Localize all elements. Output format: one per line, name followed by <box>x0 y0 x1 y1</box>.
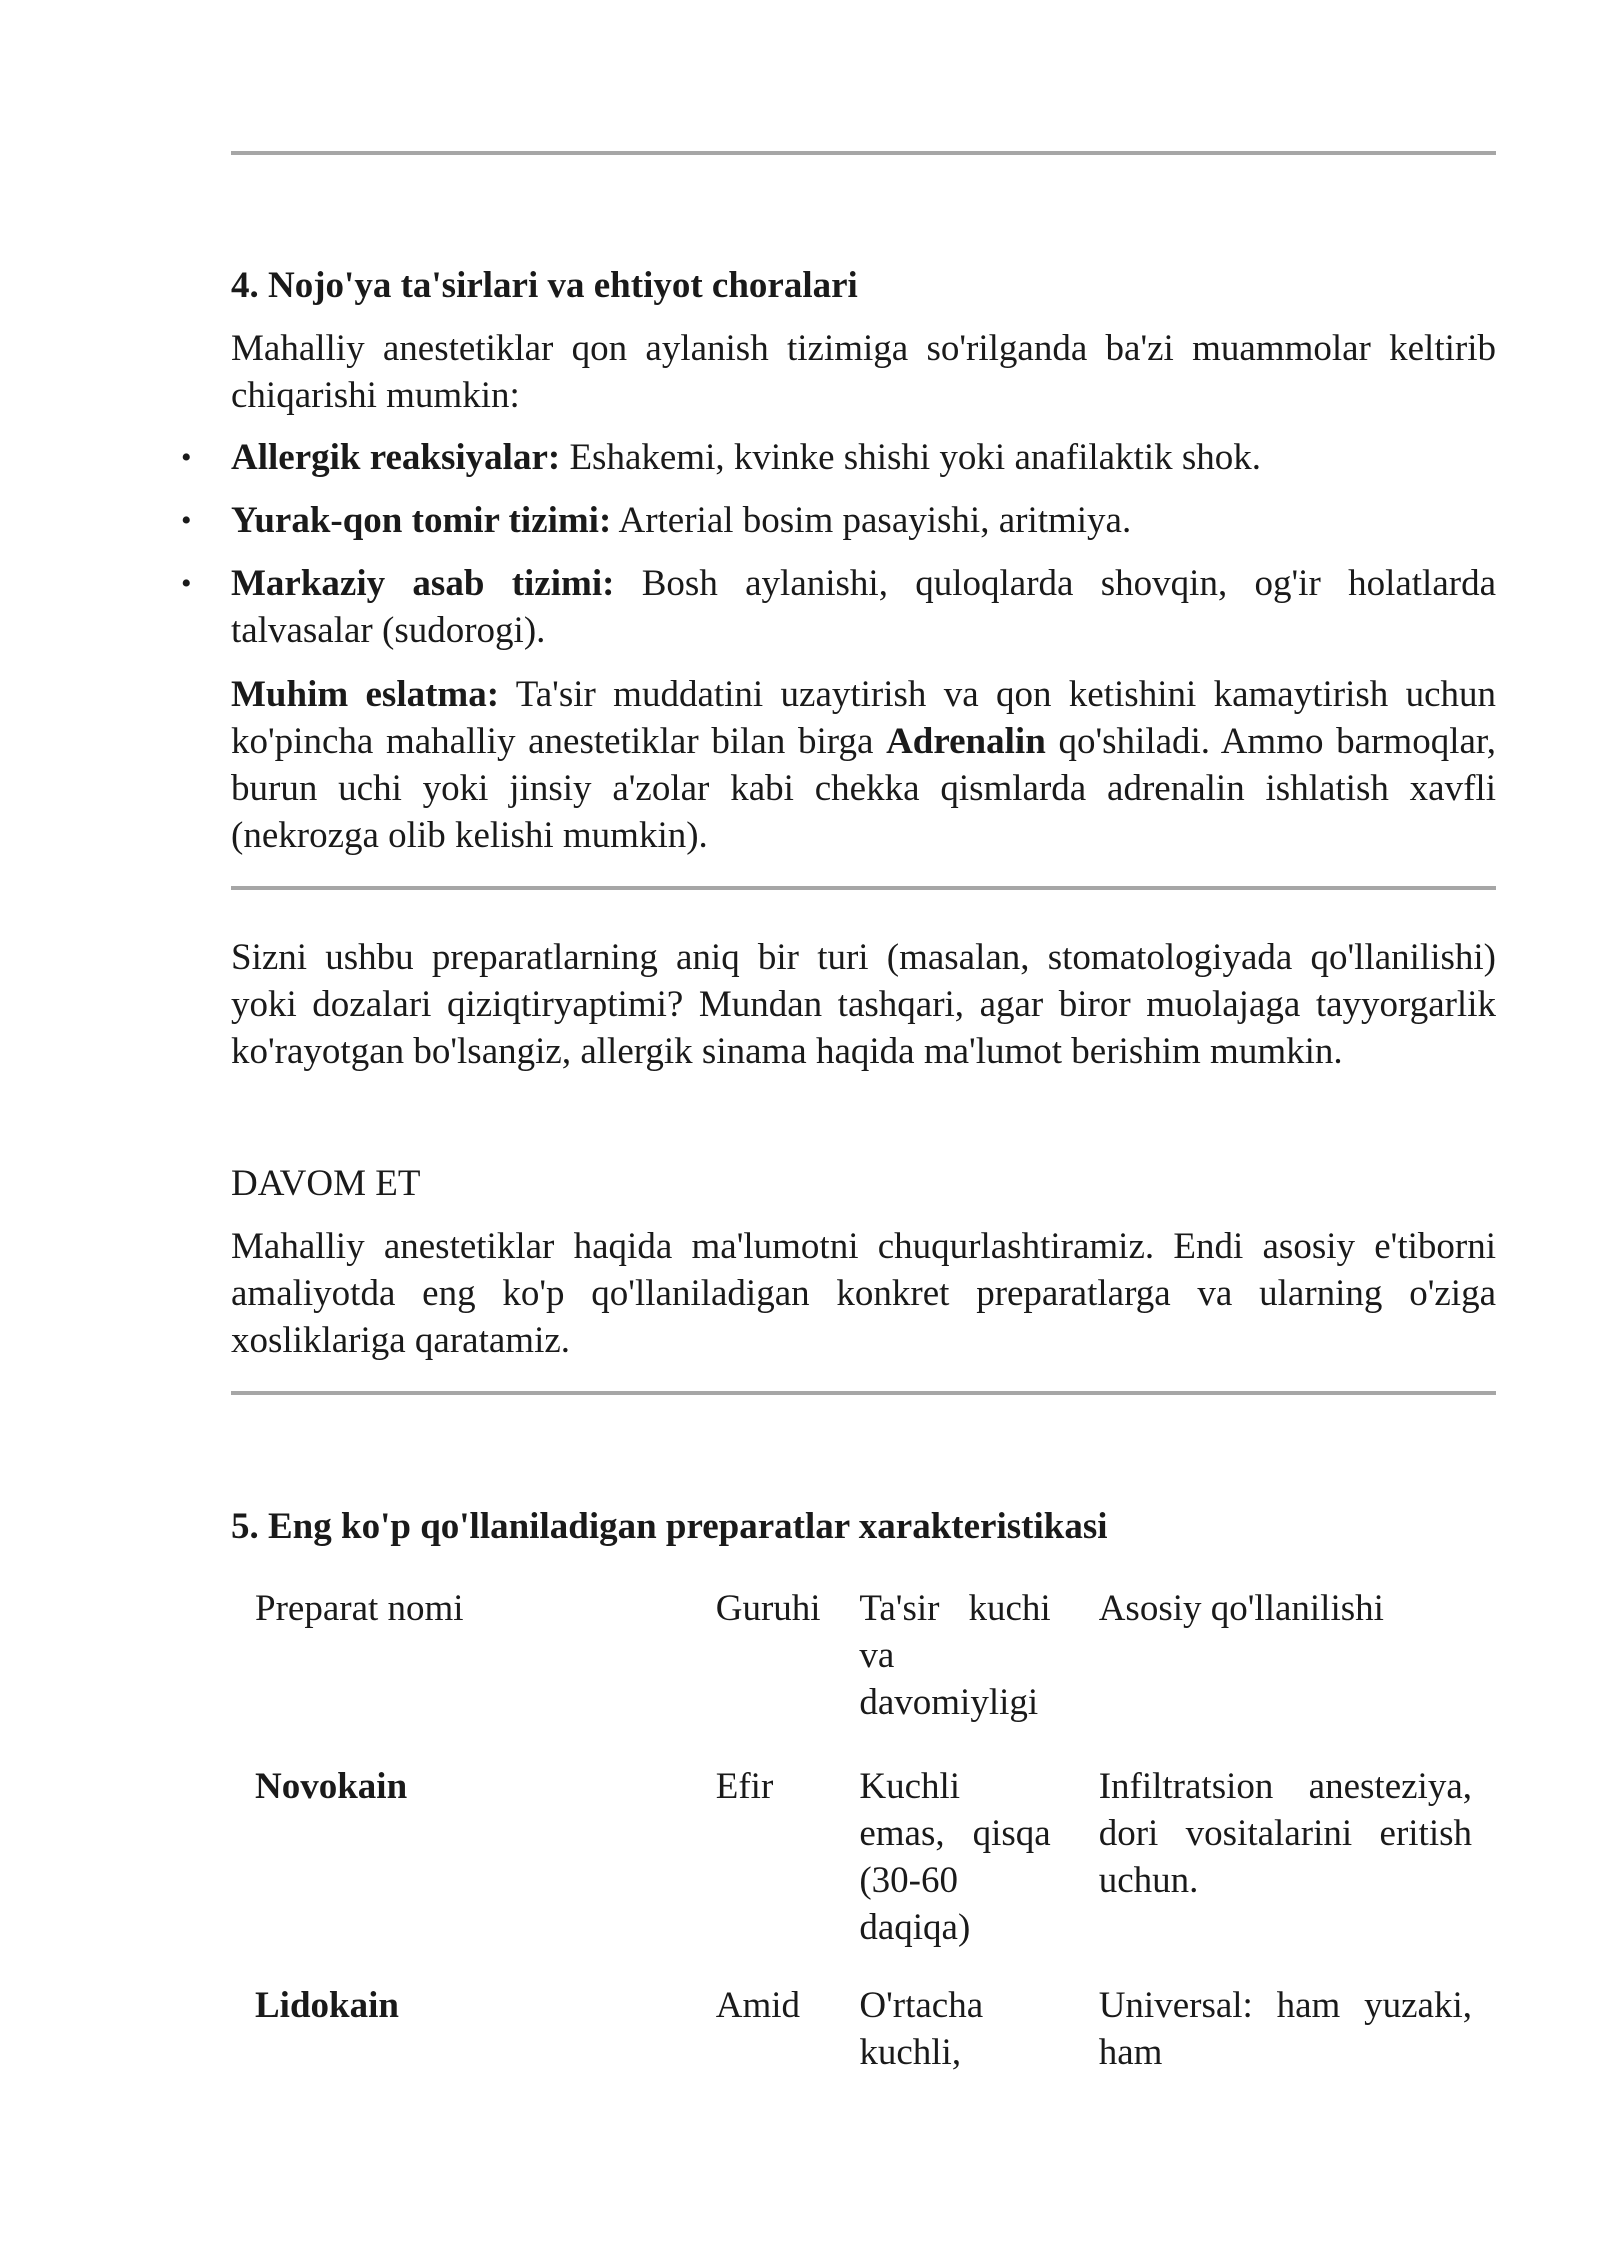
list-item <box>181 434 1496 481</box>
section-4 <box>231 262 1496 309</box>
preparation-name: Lidokain <box>255 1985 399 2026</box>
list-item <box>181 560 1497 654</box>
note-bold-word: Adrenalin <box>886 721 1046 762</box>
column-header: Guruhi <box>715 1588 821 1629</box>
note-text: Ta'sir muddatini uzaytirish va qon ketishini kamaytirish uchun ko'pincha mahalliy anestetiklar bilan birga <box>231 674 1497 762</box>
table-header-row <box>231 1585 1496 1763</box>
intro-paragraph: Mahalliy anestetiklar qon aylanish tizimiga so'rilganda ba'zi muammolar keltirib chiqarishi mumkin: <box>231 328 1496 416</box>
horizontal-rule <box>231 1391 1496 1395</box>
table-cell: Infiltratsion anesteziya, dori vositalarini eritish uchun. <box>1098 1766 1472 1901</box>
list-item-text: Arterial bosim pasayishi, aritmiya. <box>611 500 1132 541</box>
section-heading: 5. Eng ko'p qo'llaniladigan preparatlar xarakteristikasi <box>231 1506 1108 1547</box>
horizontal-rule <box>231 151 1496 155</box>
column-header: Preparat nomi <box>255 1588 464 1629</box>
column-header: Ta'sir kuchi va davomiyligi <box>859 1588 1051 1723</box>
section-5 <box>231 1503 1496 1550</box>
side-effects-list <box>181 434 1497 654</box>
bullet-icon: • <box>181 504 192 537</box>
note-text: qo'shiladi. Ammo barmoqlar, burun uchi yoki jinsiy a'zolar kabi chekka qismlarda adrenalin ishlatish xavfli (nekrozga olib kelishi mumkin). <box>231 721 1496 856</box>
table-cell: Universal: ham yuzaki, ham <box>1098 1985 1472 2073</box>
list-item-term: Yurak-qon tomir tizimi: <box>231 500 612 541</box>
continue-label: DAVOM ET <box>231 1163 421 1204</box>
table-cell: Kuchli emas, qisqa (30-60 daqiqa) <box>859 1766 1051 1948</box>
bullet-icon: • <box>181 567 192 600</box>
important-note <box>231 671 1496 859</box>
table-cell: O'rtacha kuchli, <box>859 1985 984 2073</box>
list-item-text: Bosh aylanishi, quloqlarda shovqin, og'ir holatlarda talvasalar (sudorogi). <box>231 563 1497 651</box>
list-item-term: Allergik reaksiyalar: <box>231 437 561 478</box>
table-cell <box>231 1982 692 2107</box>
table-row <box>231 1763 1496 1982</box>
horizontal-rule <box>231 886 1496 890</box>
note-term: Muhim eslatma: <box>231 674 500 715</box>
table-row <box>231 1982 1496 2107</box>
table-cell <box>231 1763 692 1982</box>
preparation-name: Novokain <box>255 1766 408 1807</box>
question-paragraph: Sizni ushbu preparatlarning aniq bir turi (masalan, stomatologiyada qo'llanilishi) yoki dozalari qiziqtiryaptimi? Mundan tashqari, agar biror muolajaga tayyorgarlik ko'rayotgan bo'lsangiz, allergik sinama haqida ma'lumot berishim mumkin. <box>231 937 1496 1072</box>
bullet-icon: • <box>181 441 192 474</box>
column-header: Asosiy qo'llanilishi <box>1098 1588 1384 1629</box>
continue-paragraph: Mahalliy anestetiklar haqida ma'lumotni chuqurlashtiramiz. Endi asosiy e'tiborni amaliyotda eng ko'p qo'llaniladigan konkret preparatlarga va ularning o'ziga xosliklariga qaratamiz. <box>231 1226 1496 1361</box>
section-heading: 4. Nojo'ya ta'sirlari va ehtiyot choralari <box>231 265 858 306</box>
preparations-table <box>231 1585 1496 2107</box>
table-cell: Amid <box>715 1985 801 2026</box>
list-item-term: Markaziy asab tizimi: <box>231 563 615 604</box>
table-cell: Efir <box>715 1766 774 1807</box>
list-item-text: Eshakemi, kvinke shishi yoki anafilaktik shok. <box>560 437 1262 478</box>
list-item <box>181 497 1496 544</box>
